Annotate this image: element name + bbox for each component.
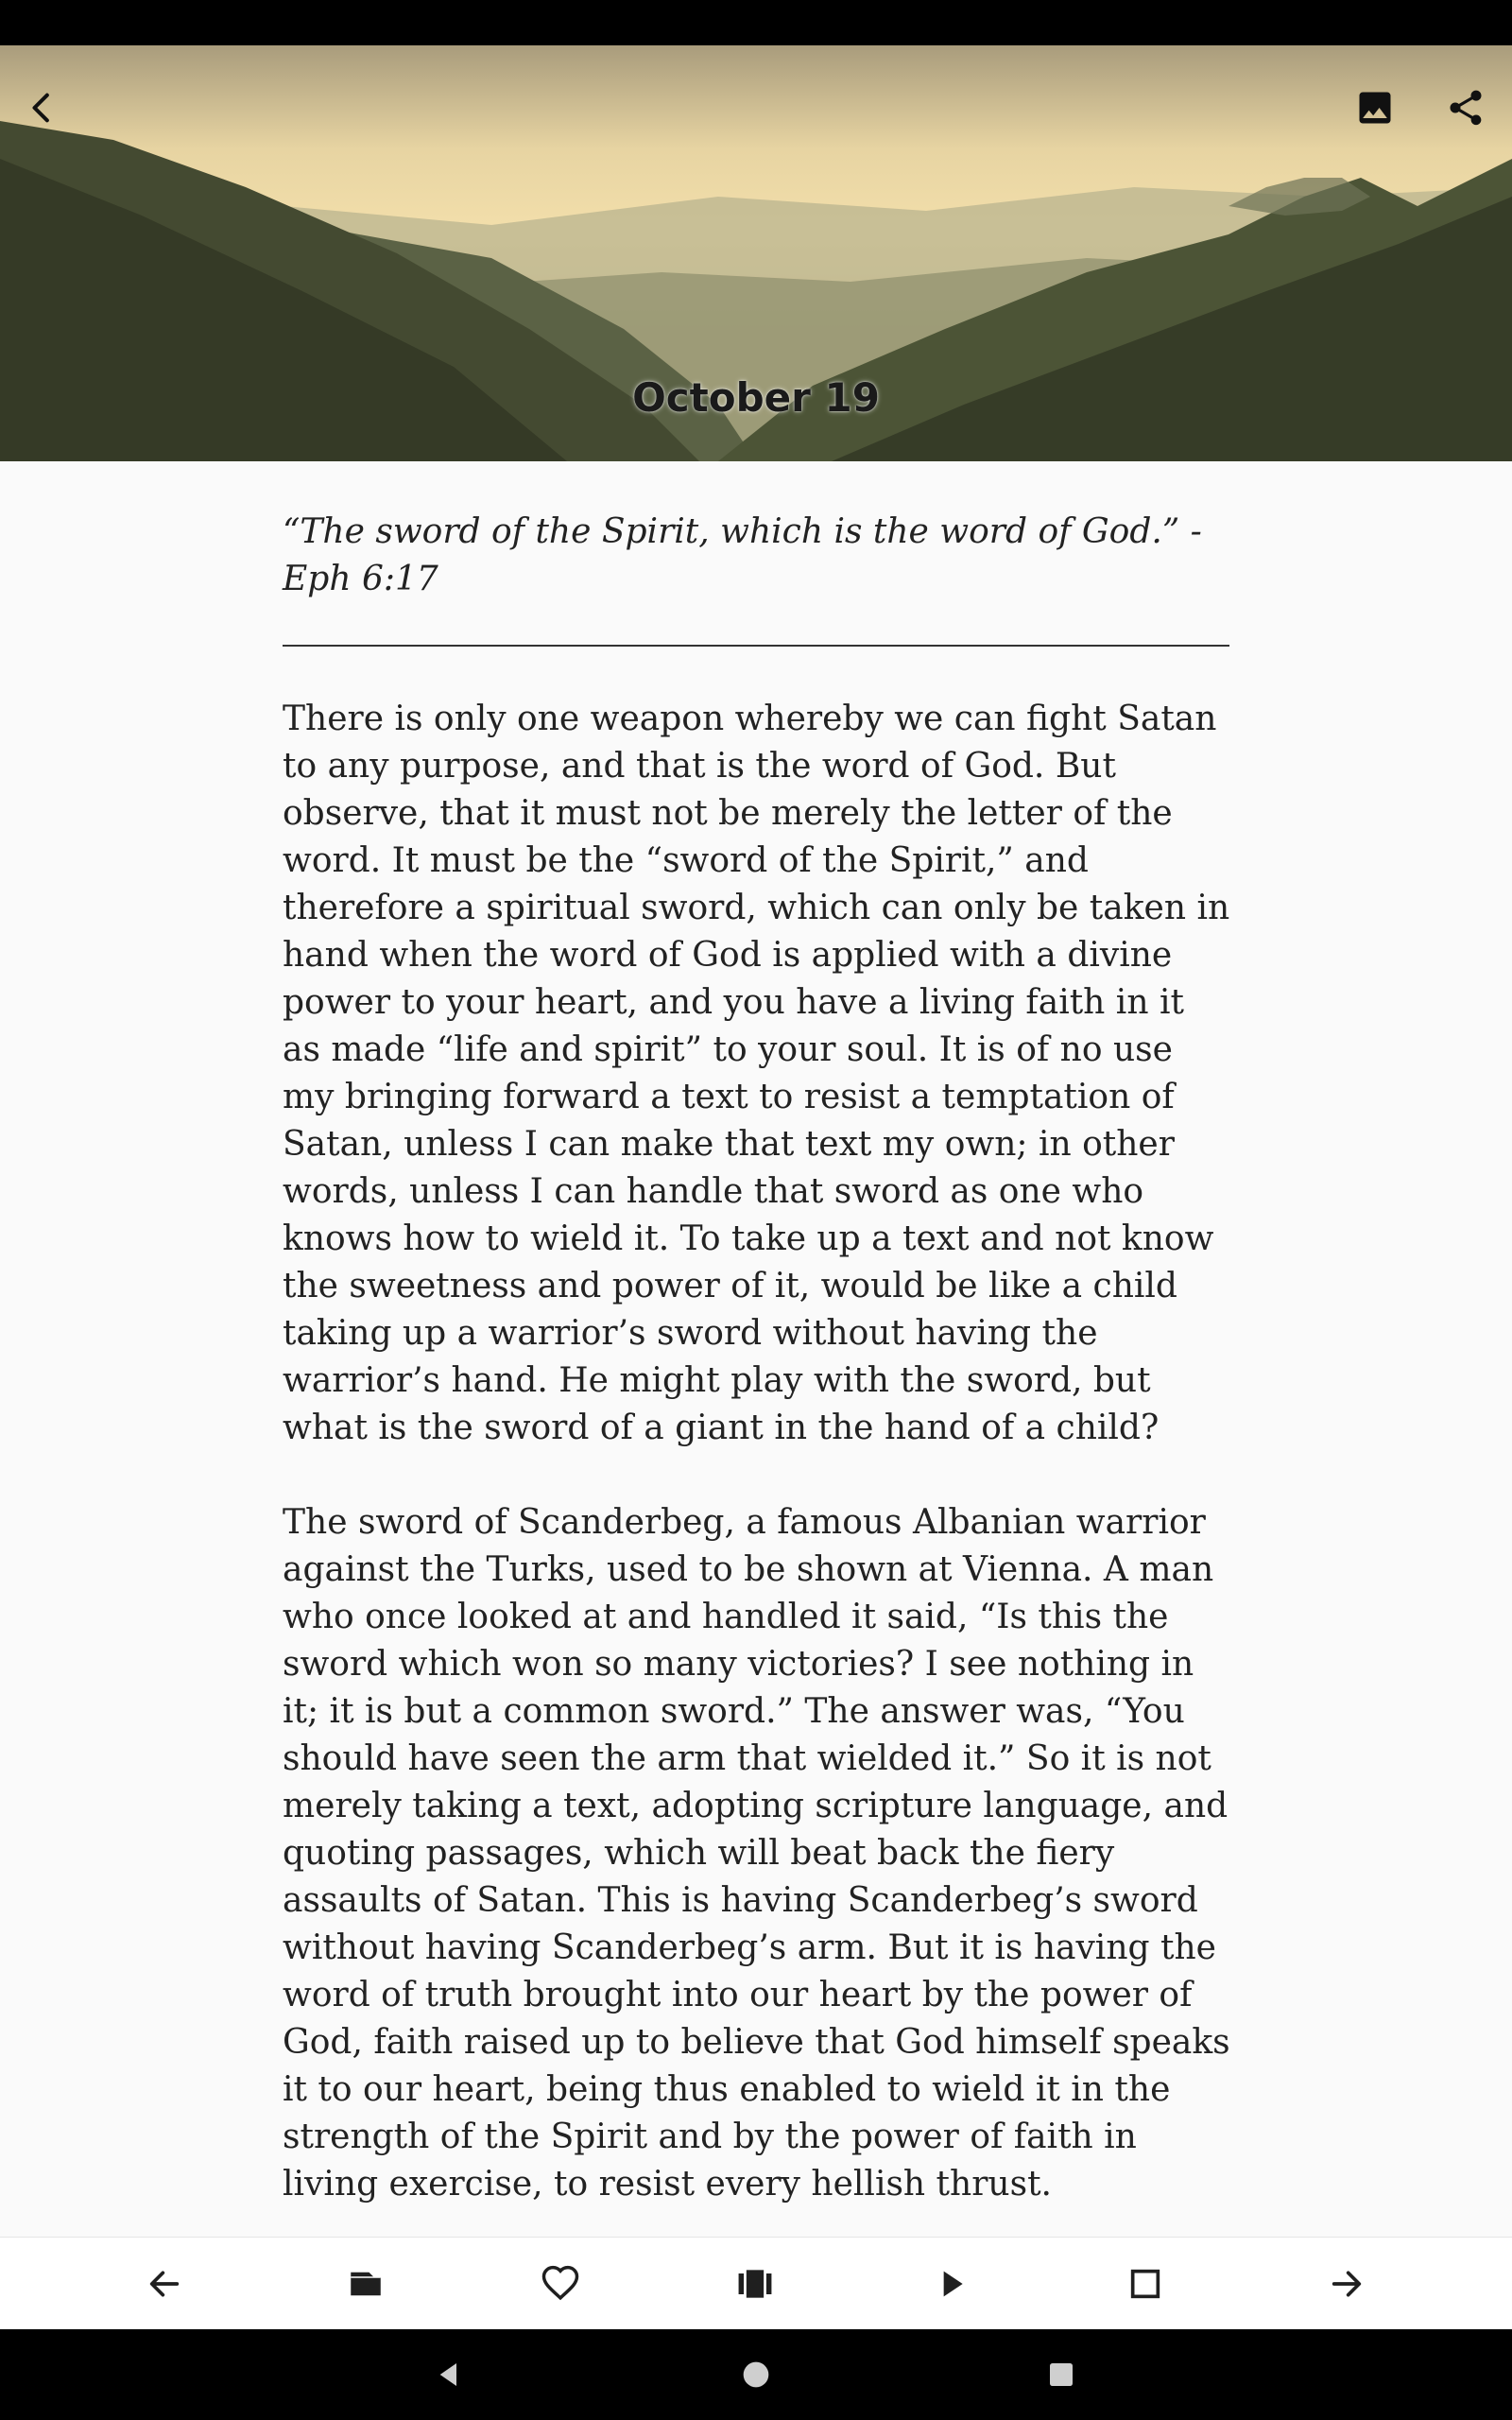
reading-paragraph-1: There is only one weapon whereby we can fight Satan to any purpose, and that is the word of God. But observe, that it must not be merely the letter of the word. It must be the “sword of the Spirit,” and therefore a spiritual sword, which can only be taken in hand when the word of God is applied with a divine power to your heart, and you have a living faith in it as made “life and spirit” to your soul. It is of no use my bringing forward a text to resist a temptation of Satan, unless I can make that text my own; in other words, unless I can handle that sword as one who knows how to wield it. To take up a text and not know the sweetness and power of it, would be like a child taking up a warrior’s sword without having the warrior’s hand. He might play with the sword, but what is the sword of a giant in the hand of a child? — [283, 700, 1230, 1447]
date-title: October 19 — [632, 374, 880, 421]
previous-day-button[interactable] — [134, 2254, 195, 2314]
folder-button[interactable] — [335, 2254, 396, 2314]
folder-icon — [346, 2264, 386, 2304]
header-banner — [0, 45, 1512, 461]
reading-paragraph-2: The sword of Scanderbeg, a famous Albanian warrior against the Turks, used to be shown at Vienna. A man who once looked at and handled it said, “Is this the sword which won so many victories? I see nothing in it; it is but a common sword.” The answer was, “You should have seen the arm that wielded it.” So it is not merely taking a text, adopting scripture language, and quoting passages, which will beat back the fiery assaults of Satan. This is having Scanderbeg’s sword without having Scanderbeg’s arm. But it is having the word of truth brought into our heart by the power of God, faith raised up to believe that God himself speaks it to our heart, being thus enabled to wield it in the strength of the Spirit and by the power of faith in living exercise, to resist every hellish thrust. — [283, 1503, 1230, 2204]
carousel-button[interactable] — [725, 2254, 785, 2314]
system-recents-button[interactable] — [1042, 2356, 1080, 2394]
back-button[interactable] — [8, 74, 76, 142]
back-triangle-icon — [434, 2360, 464, 2390]
arrow-right-icon — [1328, 2265, 1366, 2303]
fullscreen-button[interactable] — [1115, 2254, 1176, 2314]
next-day-button[interactable] — [1316, 2254, 1377, 2314]
favorite-button[interactable] — [530, 2254, 591, 2314]
chevron-left-icon — [23, 89, 60, 127]
share-button[interactable] — [1432, 74, 1500, 142]
share-icon — [1445, 87, 1486, 129]
arrow-left-icon — [146, 2265, 183, 2303]
divider — [283, 645, 1229, 647]
recents-square-icon — [1046, 2360, 1076, 2390]
image-icon — [1354, 87, 1396, 129]
bottom-toolbar — [0, 2237, 1512, 2329]
play-button[interactable] — [921, 2254, 982, 2314]
system-navigation-bar — [0, 2329, 1512, 2420]
background-image-button[interactable] — [1341, 74, 1409, 142]
play-icon — [933, 2265, 971, 2303]
system-home-button[interactable] — [737, 2356, 775, 2394]
home-circle-icon — [741, 2360, 771, 2390]
scripture-verse: “The sword of the Spirit, which is the word of God.” - Eph 6:17 — [283, 512, 1202, 598]
reading-content[interactable] — [283, 461, 1231, 2237]
status-bar — [0, 0, 1512, 45]
heart-icon — [541, 2264, 580, 2304]
carousel-icon — [734, 2263, 776, 2305]
square-icon — [1126, 2265, 1164, 2303]
system-back-button[interactable] — [430, 2356, 468, 2394]
